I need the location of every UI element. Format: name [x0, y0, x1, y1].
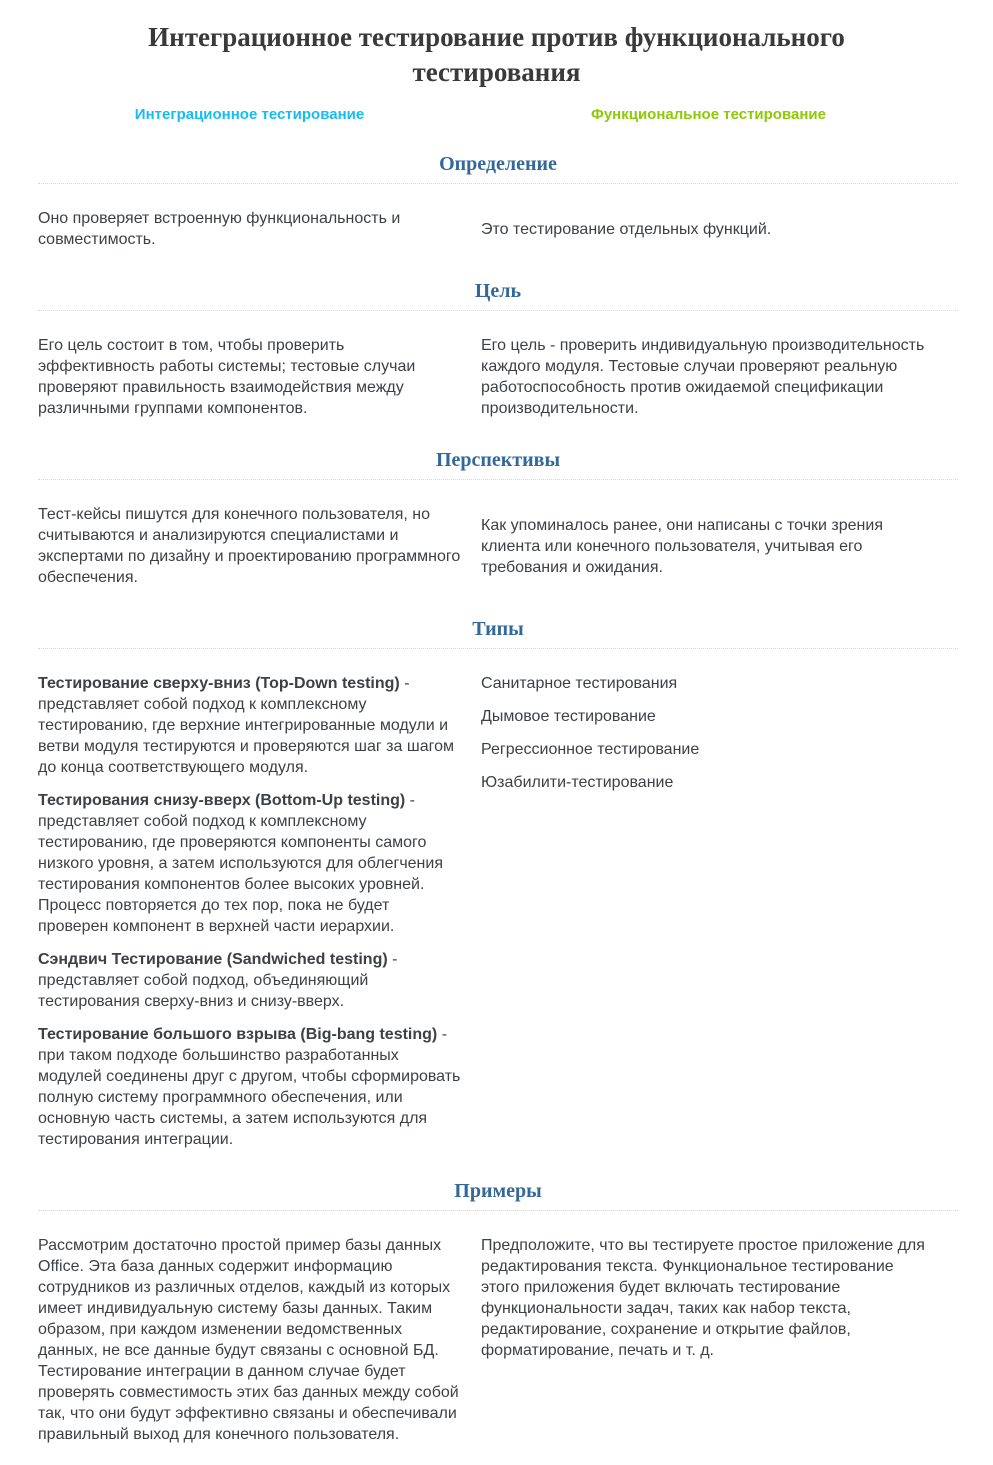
section-row-goal	[0, 311, 993, 419]
section-row-perspectives	[0, 480, 993, 588]
section-heading-definition: Определение	[38, 153, 958, 184]
section-heading-goal: Цель	[38, 280, 958, 311]
section-heading-examples: Примеры	[38, 1180, 958, 1211]
type-name: Тестирование сверху-вниз (Top-Down testing)	[38, 675, 400, 692]
perspectives-right-paragraph: Как упоминалось ранее, они написаны с точки зрения клиента или конечного пользователя, учитывая его требования и ожидания.	[481, 516, 883, 576]
definition-right-paragraph: Это тестирование отдельных функций.	[481, 220, 772, 238]
examples-right-paragraph: Предположите, что вы тестируете простое приложение для редактирования текста. Функциональное тестирование этого приложения будет включать тестирование функциональности задач, таких как набор текста, редактирование, сохранение и открытие файлов, форматирование, печать и т. д.	[481, 1237, 925, 1359]
types-right-paragraph: Санитарное тестирования	[481, 675, 678, 692]
section-row-types	[0, 649, 993, 1150]
perspectives-left-paragraph: Тест-кейсы пишутся для конечного пользователя, но считываются и анализируются специалистами и экспертами по дизайну и проектированию программного обеспечения.	[38, 506, 461, 586]
section-heading-perspectives: Перспективы	[38, 449, 958, 480]
goal-right-paragraph: Его цель - проверить индивидуальную производительность каждого модуля. Тестовые случаи проверяют реальную работоспособность против ожидаемой спецификации производительности.	[481, 337, 925, 417]
section-types	[0, 618, 993, 1150]
section-row-definition	[0, 184, 993, 250]
sections-container	[0, 153, 993, 1445]
section-definition	[0, 153, 993, 250]
page-title: Интеграционное тестирование против функционального тестирования	[148, 22, 845, 87]
column-headers-row	[0, 106, 993, 123]
cell-definition-left	[38, 208, 461, 250]
cell-types-right	[481, 673, 936, 793]
cell-types-left	[38, 673, 461, 1150]
type-name: Сэндвич Тестирование (Sandwiched testing)	[38, 951, 388, 968]
column-header-functional: Функциональное тестирование	[591, 106, 826, 123]
types-right-paragraph: Дымовое тестирование	[481, 708, 656, 725]
cell-examples-right	[481, 1235, 936, 1361]
cell-perspectives-right	[481, 515, 936, 578]
types-right-paragraph: Регрессионное тестирование	[481, 741, 700, 758]
types-left-paragraph: Тестирование сверху-вниз (Top-Down testing) - представляет собой подход к комплексному тестированию, где верхние интегрированные модули и ветви модуля тестируются и проверяются шаг за шагом до конца соответствующего модуля.	[38, 675, 454, 776]
cell-perspectives-left	[38, 504, 461, 588]
cell-goal-left	[38, 335, 461, 419]
section-heading-types: Типы	[38, 618, 958, 649]
section-examples	[0, 1180, 993, 1445]
goal-left-paragraph: Его цель состоит в том, чтобы проверить эффективность работы системы; тестовые случаи проверяют правильность взаимодействия между различными группами компонентов.	[38, 337, 416, 417]
type-name: Тестирования снизу-вверх (Bottom-Up testing)	[38, 792, 406, 809]
definition-left-paragraph: Оно проверяет встроенную функциональность и совместимость.	[38, 210, 401, 248]
examples-left-paragraph: Рассмотрим достаточно простой пример базы данных Office. Эта база данных содержит информацию сотрудников из различных отделов, каждый из которых имеет индивидуальную систему базы данных. Таким образом, при каждом изменении ведомственных данных, не все данные будут связаны с основной БД. Тестирование интеграции в данном случае будет проверять совместимость этих баз данных между собой так, что они будут эффективно связаны и обеспечивали правильный выход для конечного пользователя.	[38, 1237, 459, 1443]
cell-examples-left	[38, 1235, 461, 1445]
section-perspectives	[0, 449, 993, 588]
section-row-examples	[0, 1211, 993, 1445]
cell-goal-right	[481, 335, 936, 419]
column-header-integration: Интеграционное тестирование	[134, 106, 365, 123]
types-left-paragraph: Тестирование большого взрыва (Big-bang testing) - при таком подходе большинство разработанных модулей соединены друг с другом, чтобы сформировать полную систему программного обеспечения, или основную часть системы, а затем используются для тестирования интеграции.	[38, 1026, 461, 1148]
types-left-paragraph: Тестирования снизу-вверх (Bottom-Up testing) - представляет собой подход к комплексному тестированию, где проверяются компоненты самого низкого уровня, а затем используются для облегчения тестирования компонентов более высоких уровней. Процесс повторяется до тех пор, пока не будет проверен компонент в верхней части иерархии.	[38, 792, 443, 935]
section-goal	[0, 280, 993, 419]
type-name: Тестирование большого взрыва (Big-bang testing)	[38, 1026, 438, 1043]
types-right-paragraph: Юзабилити-тестирование	[481, 774, 674, 791]
cell-definition-right	[481, 219, 936, 240]
types-left-paragraph: Сэндвич Тестирование (Sandwiched testing) - представляет собой подход, объединяющий тестирования сверху-вниз и снизу-вверх.	[38, 951, 398, 1010]
